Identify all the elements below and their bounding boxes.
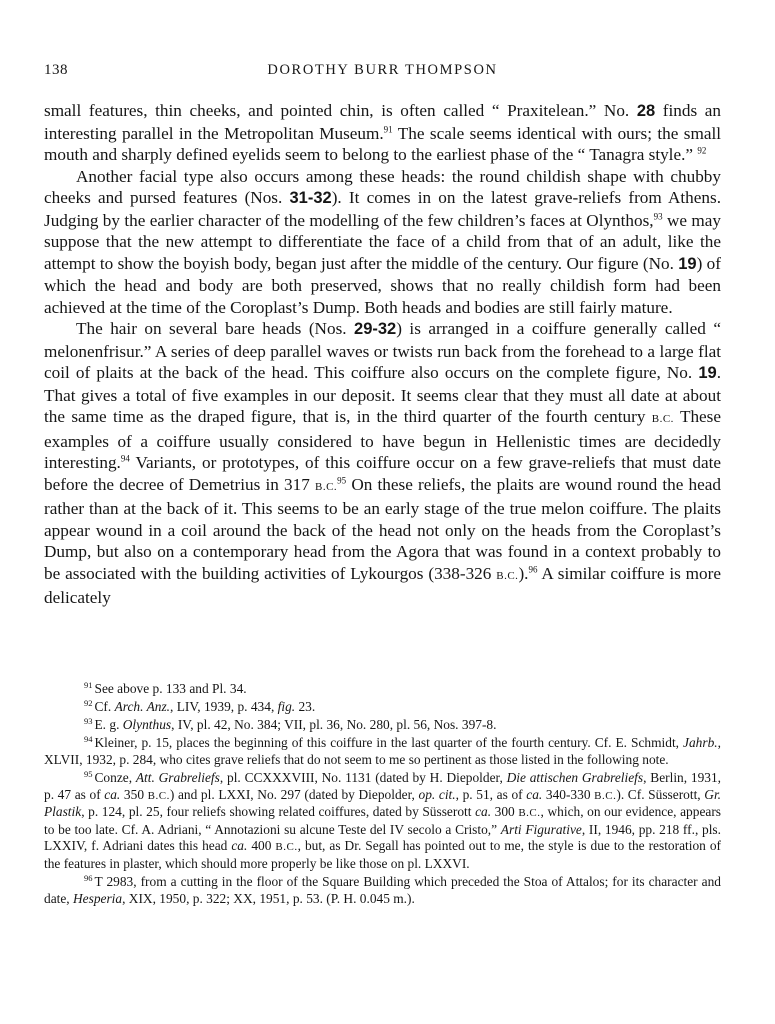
small-caps-era: B.C. xyxy=(496,569,519,582)
catalogue-number: 28 xyxy=(636,102,656,120)
paragraph-2: Another facial type also occurs among these heads: the round childish shape with chubby cheeks and pursed features (Nos. 31-32). It comes in on the latest grave-reliefs from Athens. Judging by the earlier character of the modelling of the few children’s faces at Olynthos,$^{93}$ we may suppose that the new attempt to differentiate the face of a child from that of an adult, like the attempt to show the boyish body, began just after the middle of the century. Our figure (No. 19) of which the head and body are both preserved, shows that no really childish form had been achieved at the time of the Coroplast’s Dump. Both heads and bodies are still fairly mature. xyxy=(44,166,721,317)
footnote-number: 96 xyxy=(84,872,93,883)
footnote-number: 91 xyxy=(84,679,93,690)
footnote-92: $^{92}$ Cf. Arch. Anz., LIV, 1939, p. 434, fig. 23. xyxy=(84,697,316,715)
footnote-number: 95 xyxy=(84,768,93,779)
footnote-number: 92 xyxy=(84,697,93,708)
page-header xyxy=(44,62,721,84)
small-caps-era: B.C. xyxy=(314,480,338,493)
footnote-ref[interactable]: 94 xyxy=(120,453,130,464)
catalogue-number: 29-32 xyxy=(354,320,397,338)
footnote-ref[interactable]: 92 xyxy=(697,145,707,156)
footnote-95: $^{95}$ Conze, Att. Grabreliefs, pl. CCXXXVIII, No. 1131 (dated by H. Diepolder, Die attischen Grabreliefs, Berlin, 1931, p. 47 as of ca. 350 B.C.) and pl. LXXI, No. 297 (dated by Diepolder, op. cit., p. 51, as of ca. 340-330 B.C.). Cf. Süsserott, Gr. Plastik, p. 124, pl. 25, four reliefs showing related coiffures, dated by Süsserott ca. 300 B.C., which, on our evidence, appears to be too late. Cf. A. Adriani, “ Annotazioni su alcune Teste del IV secolo a Cristo,” Arti Figurative, II, 1946, pp. 218 ff., pls. LXXIV, f. Adriani dates this head ca. 400 B.C., but, as Dr. Segall has pointed out to me, the style is due to the restoration of the features in plaster, which should more properly be like those on pl. LXXVI. xyxy=(44,768,722,871)
footnote-ref[interactable]: 91 xyxy=(383,123,393,134)
catalogue-number: 31-32 xyxy=(289,189,332,207)
body-text xyxy=(44,100,721,609)
footnotes xyxy=(44,681,721,907)
page-number: 138 xyxy=(44,62,68,78)
paragraph-1: small features, thin cheeks, and pointed chin, is often called “ Praxitelean.” No. 28 finds an interesting parallel in the Metropolitan Museum.$^{91}$ The scale seems identical with ours; the small mouth and sharply defined eyelids seem to belong to the earliest phase of the “ Tanagra style.” $^{92}$ xyxy=(44,101,722,164)
paragraph-3: The hair on several bare heads (Nos. 29-32) is arranged in a coiffure generally called “ melonenfrisur.” A series of deep parallel waves or twists run back from the forehead to a large flat coil of plaits at the back of the head. This coiffure also occurs on the complete figure, No. 19. That gives a total of five examples in our deposit. It seems clear that they must all date at about the same time as the draped figure, that is, in the third quarter of the fourth century B.C. These examples of a coiffure usually considered to have begun in Hellenistic times are decidedly interesting.$^{94}$ Variants, or prototypes, of this coiffure occur on a few grave-reliefs that must date before the decree of Demetrius in 317 B.C.$^{95}$ On these reliefs, the plaits are wound round the head rather than at the back of it. This seems to be an early stage of the true melon coiffure. The plaits appear wound in a coil around the back of the head not only on the heads from the Coroplast’s Dump, but also on a contemporary head from the Agora that was found in a context probably to be associated with the building activities of Lykourgos (338-326 B.C.).$^{96}$ A similar coiffure is more delicately xyxy=(44,319,721,607)
footnote-91: $^{91}$ See above p. 133 and Pl. 34. xyxy=(84,679,247,696)
footnote-number: 93 xyxy=(84,715,93,726)
footnote-ref[interactable]: 93 xyxy=(653,210,663,221)
catalogue-number: 19 xyxy=(678,254,697,273)
footnote-96: $^{96}$ T 2983, from a cutting in the floor of the Square Building which preceded the Stoa of Attalos; for its character and date, Hesperia, XIX, 1950, p. 322; XX, 1951, p. 53. (P. H. 0.045 m.). xyxy=(44,872,721,906)
footnote-93: $^{93}$ E. g. Olynthus, IV, pl. 42, No. 384; VII, pl. 36, No. 280, pl. 56, Nos. 397-8. xyxy=(84,715,497,733)
catalogue-number: 19 xyxy=(698,364,717,382)
footnote-94: $^{94}$ Kleiner, p. 15, places the beginning of this coiffure in the last quarter of the fourth century. Cf. E. Schmidt, Jahrb., XLVII, 1932, p. 284, who cites grave reliefs that do not seem to me so pertinent as those listed in the following note. xyxy=(44,733,721,767)
small-caps-era: B.C. xyxy=(651,413,674,425)
footnote-number: 94 xyxy=(84,733,93,744)
footnote-ref[interactable]: 95 xyxy=(337,474,347,485)
running-head: DOROTHY BURR THOMPSON xyxy=(267,62,498,78)
footnote-ref[interactable]: 96 xyxy=(528,563,538,574)
